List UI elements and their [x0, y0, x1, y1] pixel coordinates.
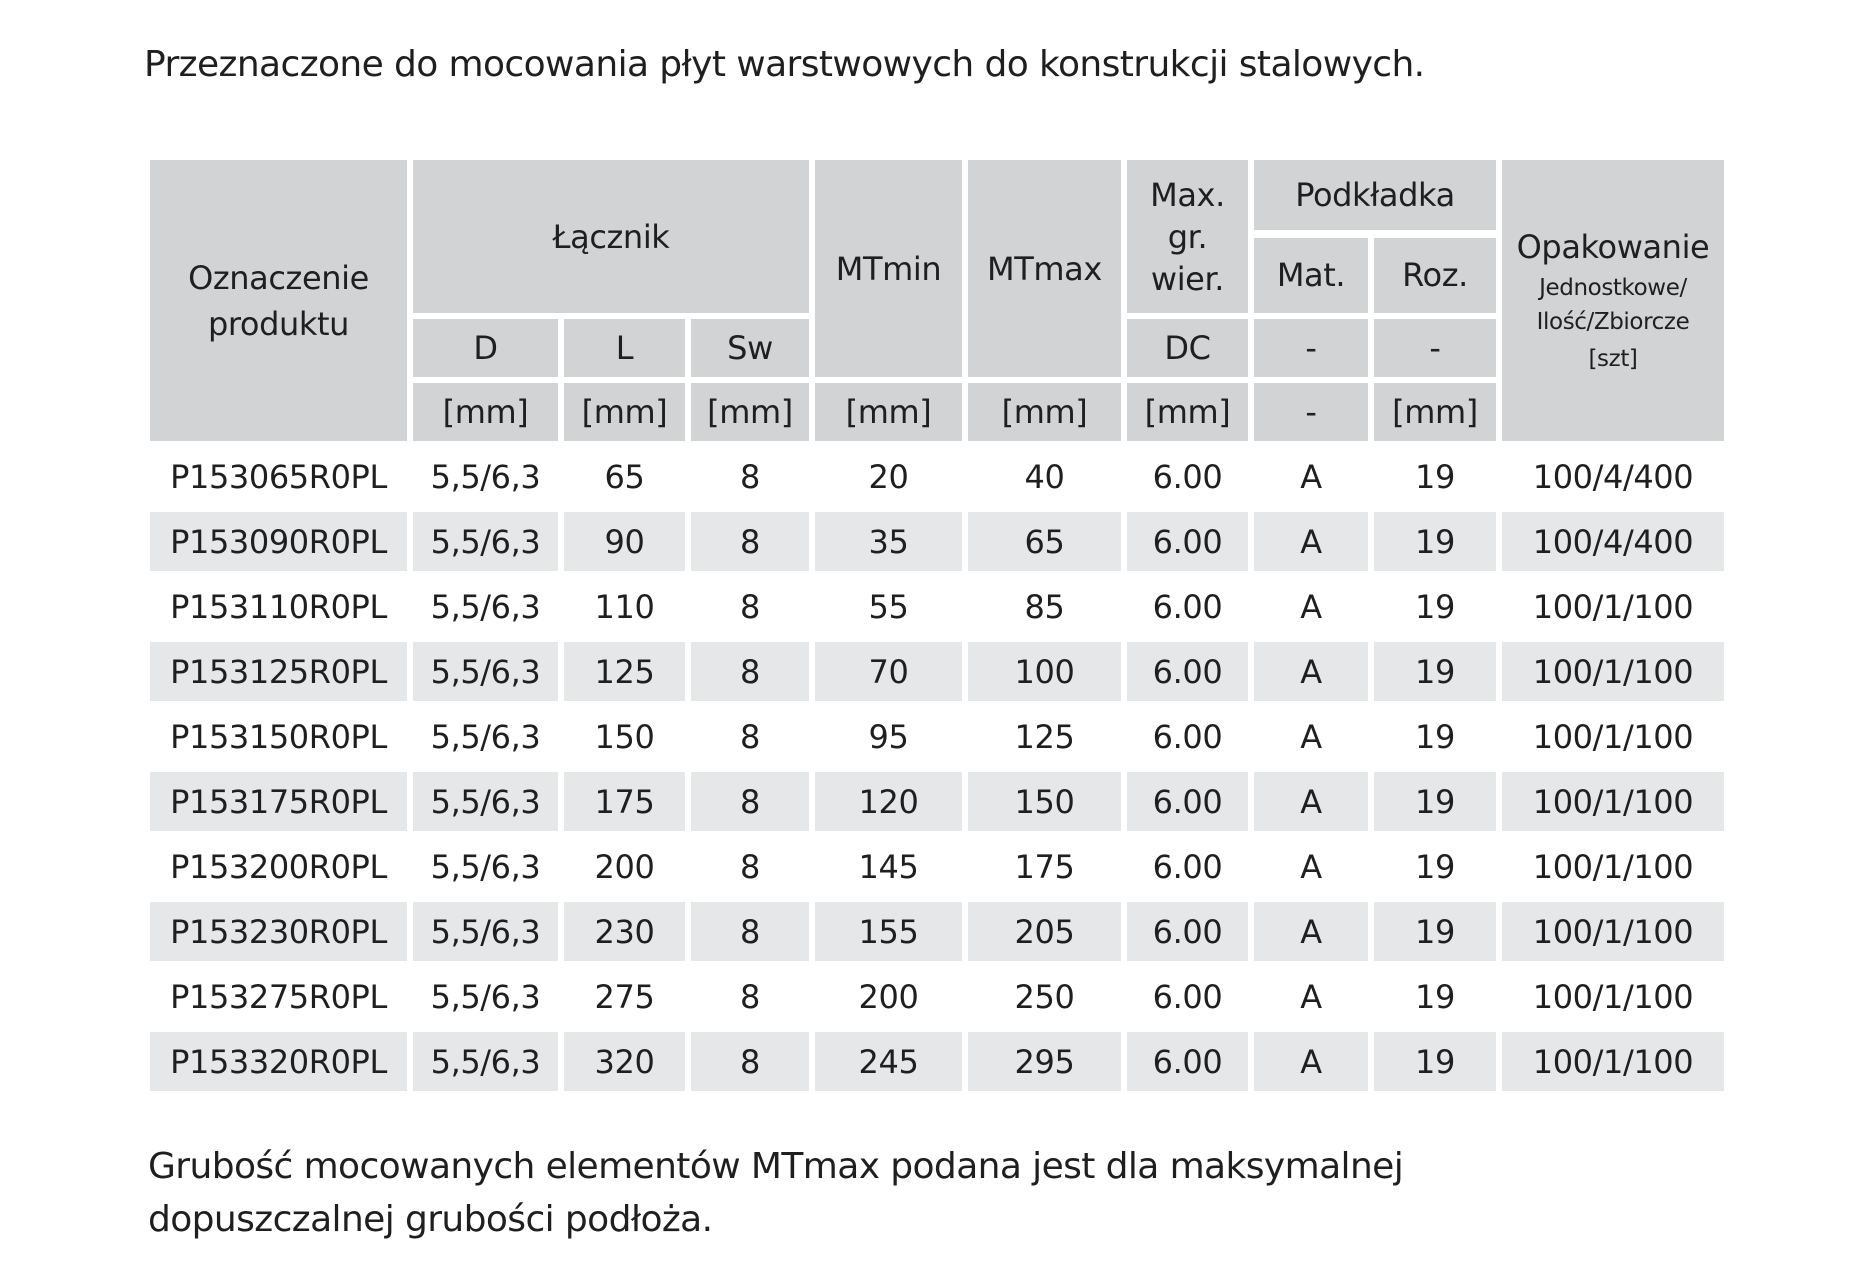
cell-mtmax: 85 [968, 577, 1121, 636]
table-row [150, 512, 1724, 571]
cell-mtmax: 125 [968, 707, 1121, 766]
cell-roz: 19 [1374, 577, 1496, 636]
cell-l: 125 [564, 642, 685, 701]
cell-opakowanie: 100/1/100 [1502, 837, 1724, 896]
unit-l: [mm] [564, 383, 685, 441]
header-opakowanie-unit: [szt] [1588, 345, 1638, 372]
cell-mtmax: 295 [968, 1032, 1121, 1091]
cell-mtmax: 205 [968, 902, 1121, 961]
header-mat: Mat. [1254, 238, 1368, 313]
cell-d: 5,5/6,3 [413, 512, 558, 571]
header-gr: gr. [1167, 217, 1208, 256]
cell-roz: 19 [1374, 512, 1496, 571]
cell-d: 5,5/6,3 [413, 902, 558, 961]
header-opakowanie-title: Opakowanie [1516, 227, 1710, 266]
cell-mtmin: 145 [815, 837, 962, 896]
cell-roz: 19 [1374, 837, 1496, 896]
cell-roz: 19 [1374, 447, 1496, 506]
cell-mtmin: 35 [815, 512, 962, 571]
cell-opakowanie: 100/1/100 [1502, 967, 1724, 1026]
unit-d: [mm] [413, 383, 558, 441]
spec-table-body [150, 447, 1724, 1091]
cell-mat: A [1254, 772, 1368, 831]
cell-product-code: P153110R0PL [150, 577, 407, 636]
cell-dc: 6.00 [1127, 1032, 1248, 1091]
cell-opakowanie: 100/1/100 [1502, 642, 1724, 701]
cell-opakowanie: 100/1/100 [1502, 1032, 1724, 1091]
cell-d: 5,5/6,3 [413, 447, 558, 506]
cell-sw: 8 [691, 707, 809, 766]
cell-mat: A [1254, 902, 1368, 961]
cell-sw: 8 [691, 577, 809, 636]
cell-sw: 8 [691, 512, 809, 571]
cell-mtmax: 150 [968, 772, 1121, 831]
cell-l: 175 [564, 772, 685, 831]
cell-mtmin: 245 [815, 1032, 962, 1091]
header-dc: DC [1127, 319, 1248, 377]
unit-mtmin: [mm] [815, 383, 962, 441]
cell-roz: 19 [1374, 967, 1496, 1026]
cell-mat: A [1254, 707, 1368, 766]
cell-d: 5,5/6,3 [413, 1032, 558, 1091]
cell-opakowanie: 100/4/400 [1502, 447, 1724, 506]
cell-sw: 8 [691, 642, 809, 701]
cell-sw: 8 [691, 967, 809, 1026]
cell-opakowanie: 100/1/100 [1502, 772, 1724, 831]
cell-dc: 6.00 [1127, 447, 1248, 506]
cell-sw: 8 [691, 447, 809, 506]
cell-mtmax: 250 [968, 967, 1121, 1026]
cell-roz: 19 [1374, 1032, 1496, 1091]
cell-opakowanie: 100/1/100 [1502, 902, 1724, 961]
unit-sw: [mm] [691, 383, 809, 441]
header-podkladka-group [1254, 160, 1496, 313]
footnote-line2: dopuszczalnej grubości podłoża. [148, 1199, 713, 1240]
header-roz-sub: - [1374, 319, 1496, 377]
cell-mtmin: 200 [815, 967, 962, 1026]
header-mtmax: MTmax [968, 160, 1121, 377]
cell-mtmin: 95 [815, 707, 962, 766]
cell-d: 5,5/6,3 [413, 707, 558, 766]
cell-d: 5,5/6,3 [413, 772, 558, 831]
cell-mtmin: 155 [815, 902, 962, 961]
cell-d: 5,5/6,3 [413, 577, 558, 636]
cell-product-code: P153200R0PL [150, 837, 407, 896]
header-opakowanie [1502, 160, 1724, 441]
table-row [150, 577, 1724, 636]
intro-text: Przeznaczone do mocowania płyt warstwowych do konstrukcji stalowych. [144, 44, 1425, 85]
header-d: D [413, 319, 558, 377]
header-lacznik: Łącznik [413, 160, 809, 313]
cell-l: 90 [564, 512, 685, 571]
header-sw: Sw [691, 319, 809, 377]
spec-table [144, 154, 1730, 1097]
table-row [150, 1032, 1724, 1091]
table-row [150, 902, 1724, 961]
cell-opakowanie: 100/4/400 [1502, 512, 1724, 571]
cell-mtmax: 40 [968, 447, 1121, 506]
cell-mtmin: 55 [815, 577, 962, 636]
cell-dc: 6.00 [1127, 642, 1248, 701]
cell-l: 150 [564, 707, 685, 766]
cell-l: 200 [564, 837, 685, 896]
table-row [150, 967, 1724, 1026]
cell-mtmin: 20 [815, 447, 962, 506]
table-row [150, 707, 1724, 766]
cell-product-code: P153150R0PL [150, 707, 407, 766]
header-mat-sub: - [1254, 319, 1368, 377]
unit-mtmax: [mm] [968, 383, 1121, 441]
unit-mat: - [1254, 383, 1368, 441]
cell-sw: 8 [691, 902, 809, 961]
header-product [150, 160, 407, 441]
header-max: Max. [1150, 175, 1225, 214]
cell-mat: A [1254, 447, 1368, 506]
cell-mtmin: 120 [815, 772, 962, 831]
table-row [150, 772, 1724, 831]
footnote [148, 1140, 1548, 1246]
table-row [150, 837, 1724, 896]
cell-d: 5,5/6,3 [413, 837, 558, 896]
cell-opakowanie: 100/1/100 [1502, 707, 1724, 766]
cell-dc: 6.00 [1127, 577, 1248, 636]
cell-dc: 6.00 [1127, 902, 1248, 961]
header-l: L [564, 319, 685, 377]
cell-dc: 6.00 [1127, 512, 1248, 571]
cell-l: 320 [564, 1032, 685, 1091]
cell-l: 275 [564, 967, 685, 1026]
cell-mat: A [1254, 837, 1368, 896]
header-wier: wier. [1150, 259, 1225, 298]
cell-dc: 6.00 [1127, 772, 1248, 831]
cell-sw: 8 [691, 772, 809, 831]
cell-product-code: P153125R0PL [150, 642, 407, 701]
cell-mat: A [1254, 642, 1368, 701]
cell-l: 110 [564, 577, 685, 636]
cell-product-code: P153320R0PL [150, 1032, 407, 1091]
cell-l: 230 [564, 902, 685, 961]
cell-product-code: P153175R0PL [150, 772, 407, 831]
cell-product-code: P153065R0PL [150, 447, 407, 506]
cell-mat: A [1254, 1032, 1368, 1091]
header-max-gr-wier [1127, 160, 1248, 313]
cell-d: 5,5/6,3 [413, 967, 558, 1026]
header-product-line2: produktu [207, 304, 350, 343]
header-mtmin: MTmin [815, 160, 962, 377]
header-opakowanie-sub1: Jednostkowe/ [1539, 274, 1687, 301]
cell-d: 5,5/6,3 [413, 642, 558, 701]
cell-mat: A [1254, 512, 1368, 571]
cell-product-code: P153275R0PL [150, 967, 407, 1026]
cell-roz: 19 [1374, 902, 1496, 961]
cell-roz: 19 [1374, 707, 1496, 766]
cell-mtmax: 65 [968, 512, 1121, 571]
cell-mat: A [1254, 967, 1368, 1026]
header-product-line1: Oznaczenie [188, 258, 369, 297]
cell-sw: 8 [691, 1032, 809, 1091]
unit-roz: [mm] [1374, 383, 1496, 441]
cell-roz: 19 [1374, 772, 1496, 831]
cell-dc: 6.00 [1127, 707, 1248, 766]
cell-mtmax: 175 [968, 837, 1121, 896]
cell-product-code: P153090R0PL [150, 512, 407, 571]
cell-mtmin: 70 [815, 642, 962, 701]
cell-dc: 6.00 [1127, 837, 1248, 896]
cell-mtmax: 100 [968, 642, 1121, 701]
table-row [150, 447, 1724, 506]
cell-roz: 19 [1374, 642, 1496, 701]
unit-dc: [mm] [1127, 383, 1248, 441]
cell-dc: 6.00 [1127, 967, 1248, 1026]
footnote-line1: Grubość mocowanych elementów MTmax podana jest dla maksymalnej [148, 1146, 1404, 1187]
header-roz: Roz. [1368, 238, 1496, 313]
cell-l: 65 [564, 447, 685, 506]
cell-product-code: P153230R0PL [150, 902, 407, 961]
cell-sw: 8 [691, 837, 809, 896]
cell-opakowanie: 100/1/100 [1502, 577, 1724, 636]
cell-mat: A [1254, 577, 1368, 636]
header-opakowanie-sub2: Ilość/Zbiorcze [1536, 308, 1690, 335]
header-podkladka: Podkładka [1254, 160, 1496, 230]
table-row [150, 642, 1724, 701]
